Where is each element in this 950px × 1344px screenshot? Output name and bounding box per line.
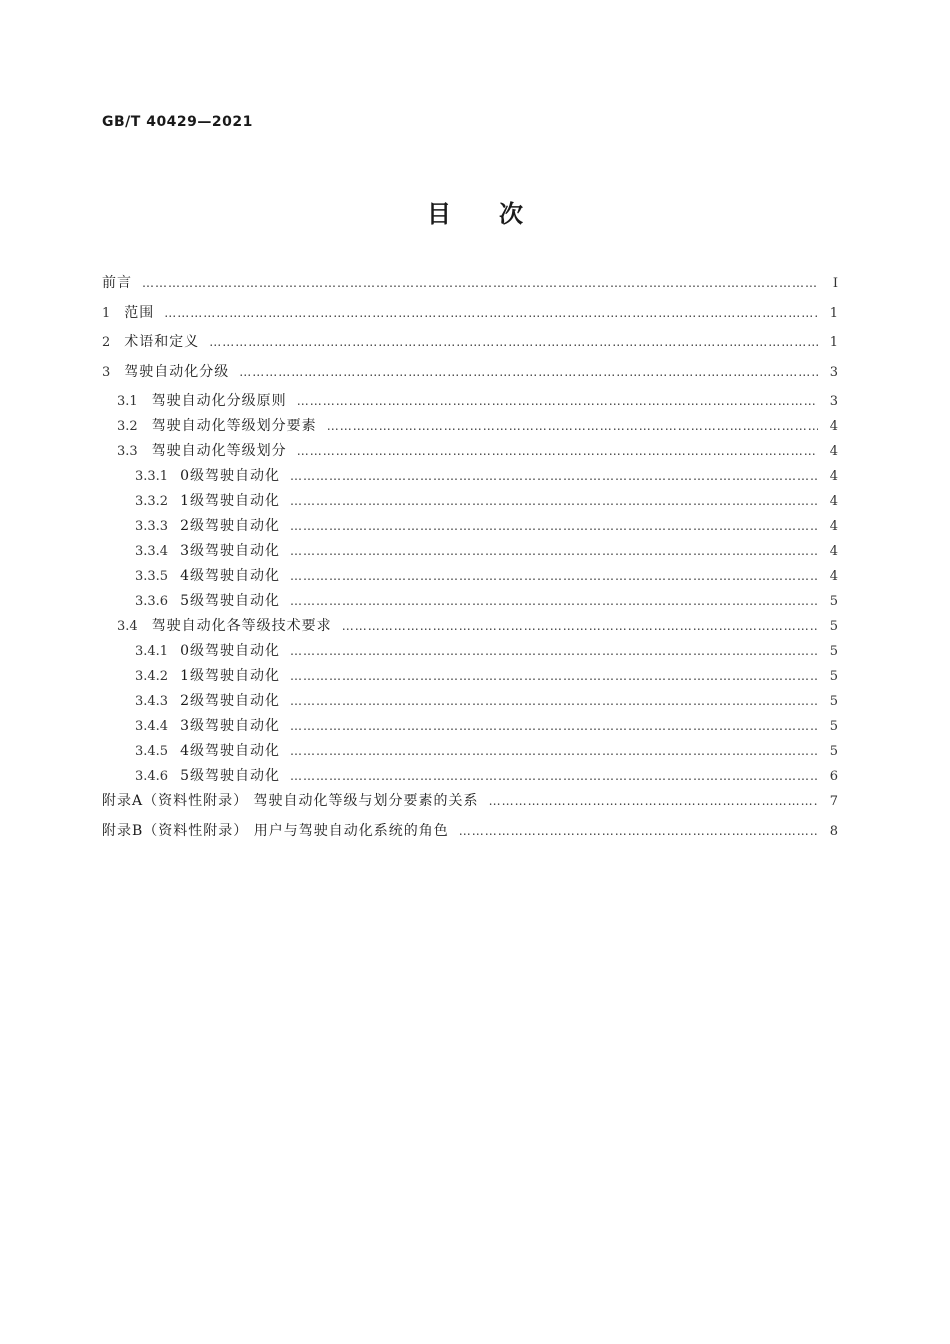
toc-entry-page: 5 [829, 719, 838, 734]
toc-entry-page: 5 [829, 644, 838, 659]
page-title: 目次 [427, 200, 571, 228]
toc-entry[interactable] [102, 302, 838, 332]
toc-entry-label: 2级驾驶自动化 [180, 693, 280, 709]
toc-entry-page: 4 [829, 444, 838, 459]
toc-leader-dots [290, 644, 818, 658]
toc-entry-number: 3.4.3 [135, 694, 169, 709]
toc-entry-number: 3.3.1 [135, 469, 169, 484]
toc-entry-label: 0级驾驶自动化 [180, 468, 280, 484]
toc-entry-page: 4 [829, 544, 838, 559]
toc-entry[interactable] [102, 440, 838, 465]
toc-leader-dots [290, 469, 818, 483]
toc-entry[interactable] [102, 590, 838, 615]
toc-entry-label: 附录A（资料性附录） 驾驶自动化等级与划分要素的关系 [102, 793, 479, 809]
toc-entry-label: 驾驶自动化分级原则 [151, 393, 287, 409]
toc-leader-dots [164, 306, 818, 320]
toc-entry[interactable] [102, 272, 838, 302]
toc-entry-number: 3.4.6 [135, 769, 169, 784]
toc-entry-page: 6 [829, 769, 838, 784]
toc-entry-number: 3.3.3 [135, 519, 169, 534]
toc-entry-number: 3.4.1 [135, 644, 169, 659]
toc-entry[interactable] [102, 390, 838, 415]
toc-entry-label: 驾驶自动化等级划分 [151, 443, 287, 459]
toc-entry-page: 4 [829, 569, 838, 584]
toc-entry-label: 范围 [124, 304, 155, 321]
toc-leader-dots [290, 519, 818, 533]
toc-leader-dots [459, 824, 818, 838]
toc-leader-dots [142, 276, 818, 290]
toc-entry[interactable] [102, 415, 838, 440]
toc-entry-number: 3 [102, 364, 111, 380]
toc-entry-label: 附录B（资料性附录） 用户与驾驶自动化系统的角色 [102, 822, 449, 839]
toc-entry-label: 1级驾驶自动化 [180, 493, 280, 509]
toc-leader-dots [290, 769, 818, 783]
toc-entry-label: 驾驶自动化分级 [124, 363, 230, 380]
toc-leader-dots [290, 744, 818, 758]
toc-entry[interactable] [102, 615, 838, 640]
toc-leader-dots [327, 419, 818, 433]
toc-entry-number: 3.3 [117, 444, 138, 459]
toc-entry-label: 驾驶自动化各等级技术要求 [151, 618, 332, 634]
toc-entry-number: 2 [102, 335, 111, 350]
toc-entry-page: 1 [829, 335, 838, 350]
toc-entry-page: Ⅰ [832, 276, 838, 291]
toc-entry-number: 3.3.5 [135, 569, 169, 584]
toc-entry-label: 5级驾驶自动化 [180, 768, 280, 784]
toc-entry[interactable] [102, 361, 838, 391]
toc-entry[interactable] [102, 820, 838, 850]
toc-leader-dots [489, 794, 818, 808]
toc-leader-dots [209, 335, 818, 349]
toc-entry-number: 3.4.4 [135, 719, 169, 734]
toc-entry-page: 5 [829, 694, 838, 709]
toc-entry-label: 2级驾驶自动化 [180, 518, 280, 534]
toc-entry-page: 3 [829, 364, 838, 380]
toc-leader-dots [290, 594, 818, 608]
toc-entry-number: 3.1 [117, 394, 138, 409]
toc-entry[interactable] [102, 715, 838, 740]
toc-entry-page: 5 [829, 669, 838, 684]
toc-entry-number: 3.4.5 [135, 744, 169, 759]
table-of-contents [102, 272, 838, 849]
toc-entry-number: 3.3.6 [135, 594, 169, 609]
toc-entry-page: 4 [829, 469, 838, 484]
toc-entry-label: 3级驾驶自动化 [180, 543, 280, 559]
toc-entry[interactable] [102, 765, 838, 790]
toc-entry-label: 3级驾驶自动化 [180, 718, 280, 734]
toc-entry[interactable] [102, 740, 838, 765]
toc-entry[interactable] [102, 465, 838, 490]
toc-entry-label: 1级驾驶自动化 [180, 668, 280, 684]
toc-entry[interactable] [102, 665, 838, 690]
toc-entry[interactable] [102, 565, 838, 590]
toc-leader-dots [290, 544, 818, 558]
toc-entry-number: 1 [102, 305, 111, 321]
toc-entry-page: 5 [829, 594, 838, 609]
toc-entry-label: 术语和定义 [124, 334, 200, 350]
toc-entry-page: 4 [829, 419, 838, 434]
toc-entry-label: 驾驶自动化等级划分要素 [151, 418, 317, 434]
toc-entry-number: 3.3.4 [135, 544, 169, 559]
toc-leader-dots [297, 394, 818, 408]
toc-entry[interactable] [102, 490, 838, 515]
toc-entry-label: 4级驾驶自动化 [180, 568, 280, 584]
toc-entry-number: 3.2 [117, 419, 138, 434]
toc-entry-page: 7 [829, 794, 838, 809]
toc-entry-label: 前言 [102, 275, 132, 291]
toc-entry-label: 4级驾驶自动化 [180, 743, 280, 759]
toc-entry-page: 3 [829, 394, 838, 409]
toc-entry[interactable] [102, 640, 838, 665]
toc-leader-dots [290, 669, 818, 683]
toc-entry[interactable] [102, 790, 838, 820]
toc-entry[interactable] [102, 540, 838, 565]
toc-leader-dots [342, 619, 818, 633]
toc-entry-page: 4 [829, 494, 838, 509]
toc-entry[interactable] [102, 331, 838, 361]
toc-entry[interactable] [102, 515, 838, 540]
toc-entry-label: 0级驾驶自动化 [180, 643, 280, 659]
toc-leader-dots [239, 365, 818, 379]
toc-entry-page: 4 [829, 519, 838, 534]
standard-code: GB/T 40429—2021 [102, 114, 253, 130]
toc-entry[interactable] [102, 690, 838, 715]
toc-leader-dots [290, 719, 818, 733]
toc-entry-page: 5 [829, 619, 838, 634]
toc-leader-dots [290, 494, 818, 508]
toc-entry-page: 1 [829, 305, 838, 321]
toc-entry-number: 3.4 [117, 619, 138, 634]
toc-entry-page: 5 [829, 744, 838, 759]
toc-leader-dots [297, 444, 818, 458]
toc-entry-page: 8 [829, 823, 838, 839]
toc-entry-label: 5级驾驶自动化 [180, 593, 280, 609]
toc-leader-dots [290, 569, 818, 583]
toc-entry-number: 3.4.2 [135, 669, 169, 684]
toc-entry-number: 3.3.2 [135, 494, 169, 509]
toc-leader-dots [290, 694, 818, 708]
